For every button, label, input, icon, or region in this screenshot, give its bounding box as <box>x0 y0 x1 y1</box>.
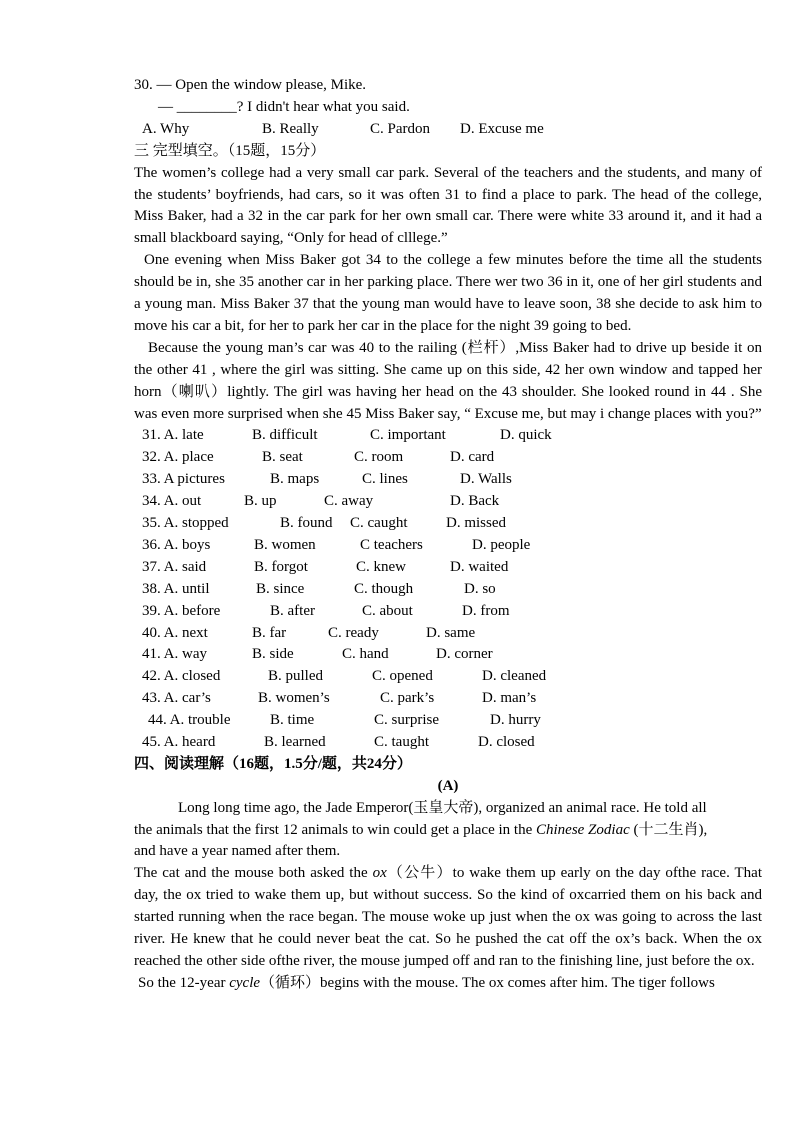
question-option-c: C. ready <box>328 624 379 641</box>
question-option-c: C. surprise <box>374 712 439 729</box>
question-option-d: D. missed <box>446 515 506 532</box>
cloze-question-list <box>134 425 762 753</box>
question-option-c: C. park’s <box>380 690 435 707</box>
q30-line1: 30. — Open the window please, Mike. <box>134 77 367 93</box>
question-option-b: B. found <box>280 515 333 532</box>
question-option-d: D. man’s <box>482 690 537 707</box>
cloze-question-row <box>134 425 762 447</box>
cloze-question-row <box>134 666 762 688</box>
document-page <box>134 75 762 995</box>
question-option-c: C. though <box>354 580 414 597</box>
cloze-question-row <box>134 688 762 710</box>
question-number-option-a: 35. A. stopped <box>142 515 229 532</box>
q30-option-b: B. Really <box>262 120 319 137</box>
question-number-option-a: 38. A. until <box>142 580 210 597</box>
question-number-option-a: 37. A. said <box>142 558 207 575</box>
cloze-question-row <box>134 710 762 732</box>
passage-text: the animals that the first 12 animals to win could get a place in the <box>134 821 536 838</box>
question-option-b: B. time <box>270 712 315 729</box>
cloze-question-row <box>134 623 762 645</box>
passage-text: The cat and the mouse both asked the <box>134 865 373 882</box>
section3-heading: 三 完型填空。（15题，15分） <box>134 142 326 159</box>
question-number-option-a: 45. A. heard <box>142 733 216 750</box>
passage-italic-term: Chinese Zodiac <box>535 821 630 838</box>
passage-italic-term: ox <box>372 865 387 882</box>
question-option-d: D. corner <box>436 646 493 663</box>
passage-italic-term: cycle <box>229 974 261 991</box>
cloze-question-row <box>134 447 762 469</box>
cloze-question-row <box>134 601 762 623</box>
cloze-question-row <box>134 732 762 754</box>
question-number-option-a: 39. A. before <box>142 602 221 619</box>
cloze-question-row <box>134 579 762 601</box>
question-number-option-a: 40. A. next <box>142 624 208 641</box>
passage-line-1: Long long time ago, the Jade Emperor(玉皇大帝), organized an animal race. He told all <box>178 799 707 816</box>
question-number-option-a: 43. A. car’s <box>142 690 211 707</box>
question-option-c: C. caught <box>350 515 408 532</box>
cloze-paragraph-2: One evening when Miss Baker got 34 to the college a few minutes before the time all the students should be in, she 35 another car in her parking place. There wer two 36 in it, one of her girl students and a young man. Miss Baker 37 that the young man would have to leave soon, 38 she decide to ask him to move his car a bit, for her to park her car in the place for the night 39 going to bed. <box>134 252 762 334</box>
passage-text: （循环）begins with the mouse. The ox comes after him. The tiger follows <box>260 974 715 991</box>
question-option-c: C. taught <box>374 733 429 750</box>
question-number-option-a: 36. A. boys <box>142 536 211 553</box>
passage-line-3: and have a year named after them. <box>134 843 341 860</box>
q30-options <box>134 119 762 141</box>
passage-text: （公牛）to wake them up early on the day ofthe race. That day, the ox tried to wake them up, but without success. So the kind of oxcarried them on his back and started running when the race began. The mouse woke up just when the ox was going to across the last river. He knew that he could never beat the cat. So he pushed the cat off the ox’s back. When the ox reached the other side ofthe river, the mouse jumped off and ran to the finishing line, just before the ox. <box>134 865 762 969</box>
cloze-question-row <box>134 644 762 666</box>
question-option-b: B. far <box>252 624 287 641</box>
question-option-c: C. room <box>354 449 404 466</box>
question-option-b: B. women <box>254 536 316 553</box>
cloze-question-row <box>134 535 762 557</box>
question-option-b: B. women’s <box>258 690 330 707</box>
question-option-d: D. Walls <box>460 471 512 488</box>
question-option-d: D. quick <box>500 427 552 444</box>
passage-part-label: (A) <box>437 777 459 794</box>
q30-option-a: A. Why <box>142 120 190 137</box>
question-option-c: C. knew <box>356 558 406 575</box>
question-option-b: B. up <box>244 493 277 510</box>
passage-text: So the 12-year <box>138 974 230 991</box>
question-option-b: B. forgot <box>254 558 308 575</box>
passage-text: (十二生肖), <box>629 821 708 838</box>
question-option-c: C. about <box>362 602 413 619</box>
question-option-c: C. hand <box>342 646 389 663</box>
cloze-question-row <box>134 513 762 535</box>
question-option-d: D. same <box>426 624 476 641</box>
question-option-b: B. since <box>256 580 305 597</box>
question-option-c: C. away <box>324 493 374 510</box>
cloze-question-row <box>134 469 762 491</box>
section4-heading: 四、阅读理解（16题，1.5分/题，共24分） <box>134 755 412 772</box>
question-option-b: B. after <box>270 602 315 619</box>
question-option-d: D. so <box>464 580 496 597</box>
question-option-d: D. hurry <box>490 712 541 729</box>
cloze-paragraph-1: The women’s college had a very small car park. Several of the teachers and the students, and many of the students’ boyfriends, had cars, so it was often 31 to find a place to park. The head of the college, Miss Baker, had a 32 in the car park for her own small car. There were white 33 around it, and it had a small blackboard saying, “Only for head of clllege.” <box>134 164 762 247</box>
question-option-b: B. learned <box>264 733 326 750</box>
q30-option-d: D. Excuse me <box>460 120 544 137</box>
question-option-d: D. waited <box>450 558 509 575</box>
question-option-c: C. opened <box>372 668 433 685</box>
question-option-b: B. seat <box>262 449 303 466</box>
passage-line-2 <box>134 820 762 842</box>
question-option-b: B. pulled <box>268 668 323 685</box>
question-option-c: C. lines <box>362 471 408 488</box>
question-option-b: B. difficult <box>252 427 318 444</box>
question-number-option-a: 31. A. late <box>142 427 204 444</box>
question-option-d: D. people <box>472 536 531 553</box>
passage-paragraph-3 <box>134 973 762 995</box>
question-option-d: D. from <box>462 602 510 619</box>
q30-line2: — ________? I didn't hear what you said. <box>158 98 410 115</box>
question-option-c: C teachers <box>360 536 423 553</box>
cloze-question-row <box>134 491 762 513</box>
question-number-option-a: 34. A. out <box>142 493 202 510</box>
question-number-option-a: 32. A. place <box>142 449 214 466</box>
question-option-d: D. closed <box>478 733 535 750</box>
question-option-c: C. important <box>370 427 446 444</box>
question-option-b: B. maps <box>270 471 320 488</box>
question-option-d: D. Back <box>450 493 500 510</box>
cloze-question-row <box>134 557 762 579</box>
question-number-option-a: 41. A. way <box>142 646 207 663</box>
question-option-b: B. side <box>252 646 294 663</box>
passage-paragraph-2 <box>134 863 762 973</box>
q30-option-c: C. Pardon <box>370 120 430 137</box>
question-option-d: D. card <box>450 449 495 466</box>
question-option-d: D. cleaned <box>482 668 547 685</box>
question-number-option-a: 44. A. trouble <box>148 712 231 729</box>
cloze-paragraph-3: Because the young man’s car was 40 to the railing (栏杆）,Miss Baker had to drive up beside it on the other 41 , where the girl was sitting. She came up on this side, 42 her own window and tapped her horn（喇叭）lightly. The girl was having her head on the 43 shoulder. She looked round in 44 . She was even more surprised when she 45 Miss Baker say, “ Excuse me, but may i change places with you?” <box>134 339 762 422</box>
question-number-option-a: 42. A. closed <box>142 668 221 685</box>
question-number-option-a: 33. A pictures <box>142 471 225 488</box>
